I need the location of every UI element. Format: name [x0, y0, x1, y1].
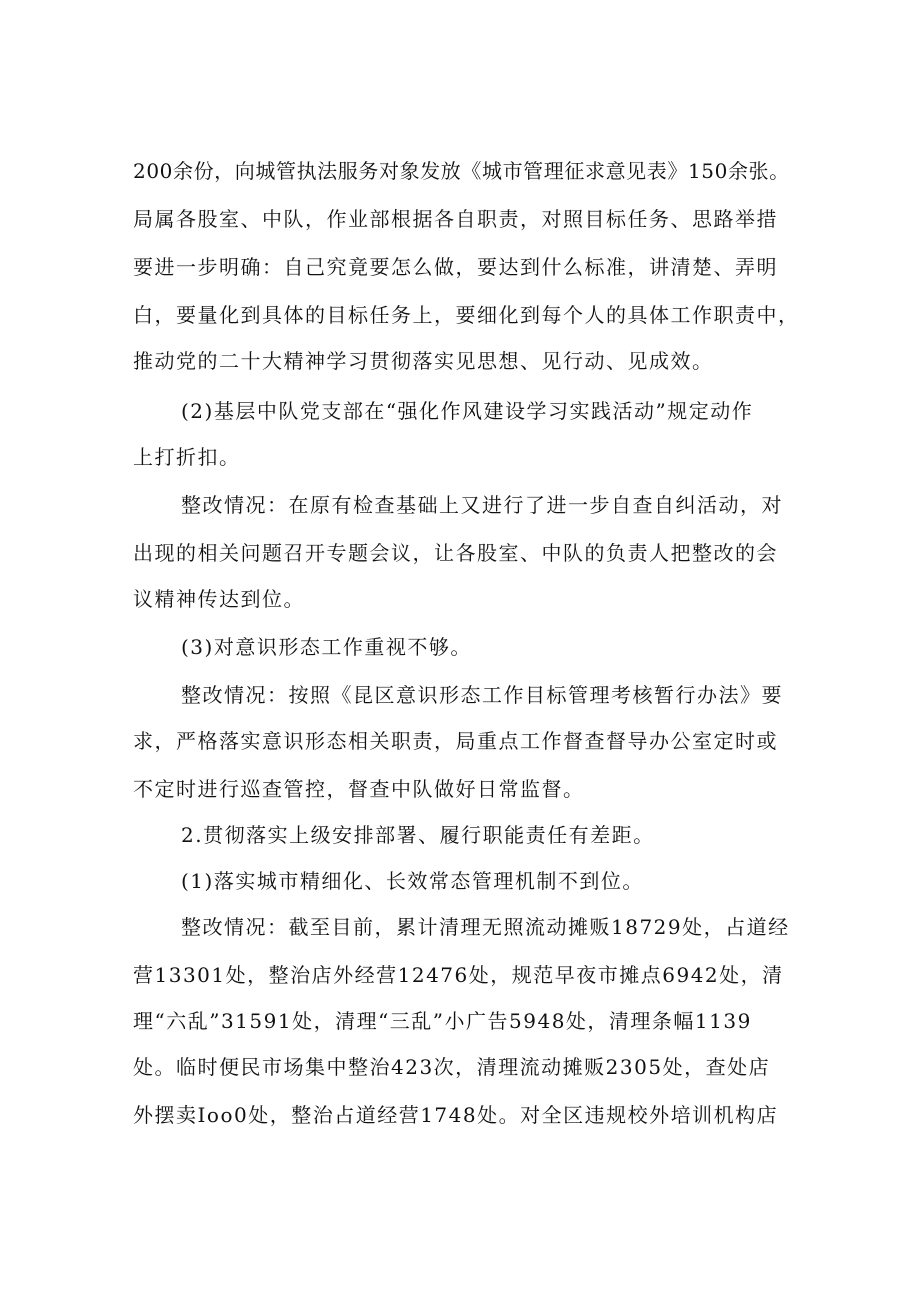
text-line: 外摆卖Ioo0处，整治占道经营1748处。对全区违规校外培训机构店 [133, 1103, 779, 1127]
text-line: 要进一步明确：自己究竟要怎么做，要达到什么标准，讲清楚、弄明 [133, 255, 778, 279]
text-line: 局属各股室、中队，作业部根据各自职责，对照目标任务、思路举措 [133, 207, 778, 231]
text-line: 出现的相关问题召开专题会议，让各股室、中队的负责人把整改的会 [133, 541, 778, 565]
section-heading: 2.贯彻落实上级安排部署、履行职能责任有差距。 [181, 823, 655, 847]
section-heading: (1)落实城市精细化、长效常态管理机制不到位。 [181, 869, 644, 893]
text-line: 上打折扣。 [133, 445, 241, 469]
text-line: 白，要量化到具体的目标任务上，要细化到每个人的具体工作职责中， [133, 303, 800, 327]
text-line: 求，严格落实意识形态相关职责，局重点工作督查督导办公室定时或 [133, 729, 778, 753]
text-line: 营13301处，整治店外经营12476处，规范早夜市摊点6942处，清 [133, 963, 784, 987]
text-line: 200余份，向城管执法服务对象发放《城市管理征求意见表》150余张。 [133, 159, 790, 183]
text-line: 整改情况：按照《昆区意识形态工作目标管理考核暂行办法》要 [181, 683, 783, 707]
text-line: 理“六乱”31591处，清理“三乱”小广告5948处，清理条幅1139 [133, 1009, 752, 1033]
text-line: 整改情况：截至目前，累计清理无照流动摊贩18729处，占道经 [181, 915, 790, 939]
section-heading: (2)基层中队党支部在“强化作风建设学习实践活动”规定动作 [181, 399, 754, 423]
text-line: 推动党的二十大精神学习贯彻落实见思想、见行动、见成效。 [133, 349, 714, 373]
text-line: 不定时进行巡查管控，督查中队做好日常监督。 [133, 777, 585, 801]
text-line: 处。临时便民市场集中整治423次，清理流动摊贩2305处，查处店 [133, 1055, 771, 1079]
text-line: 整改情况：在原有检查基础上又进行了进一步自查自纠活动，对 [181, 493, 783, 517]
section-heading: (3)对意识形态工作重视不够。 [181, 635, 472, 659]
text-line: 议精神传达到位。 [133, 587, 305, 611]
